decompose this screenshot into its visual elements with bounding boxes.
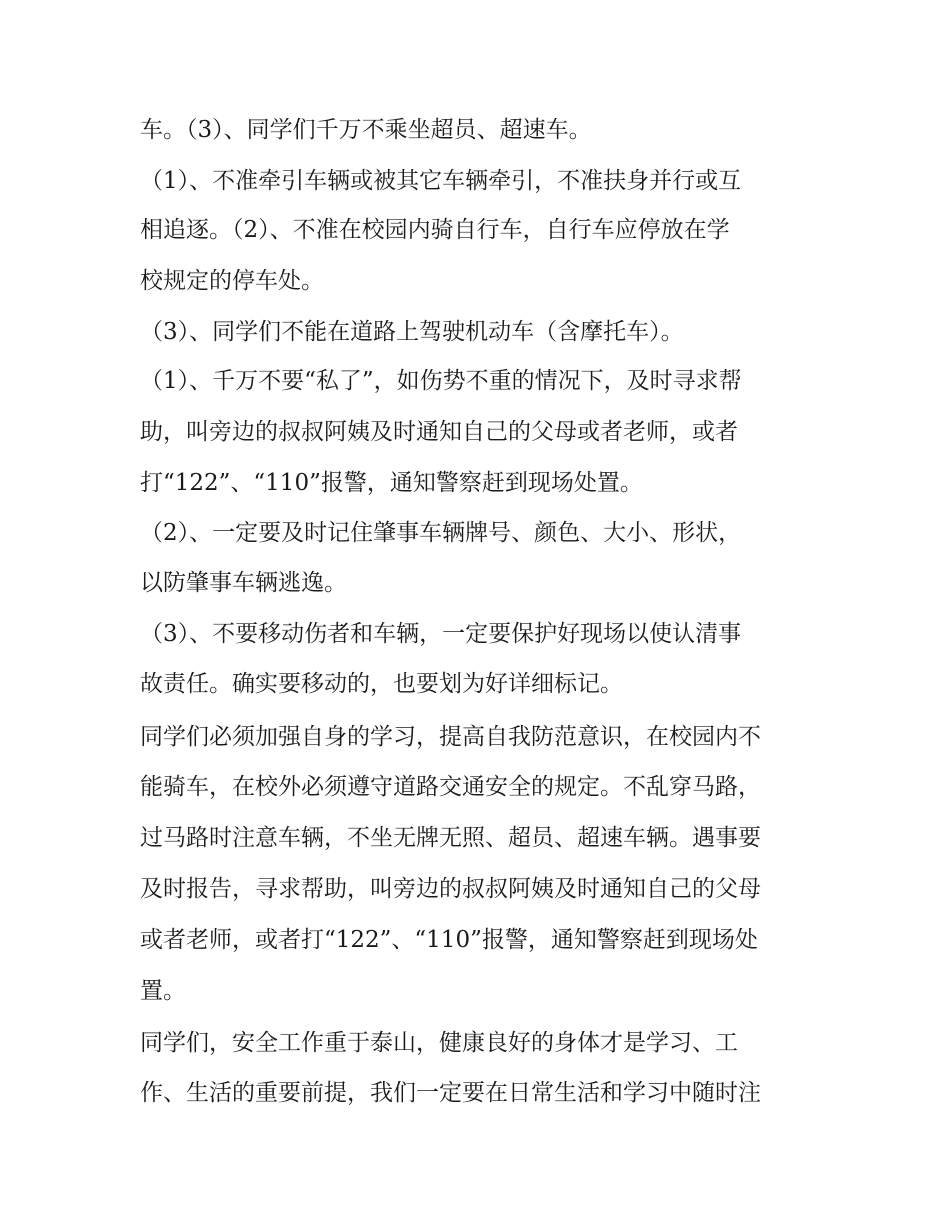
text-line: （2）、一定要及时记住肇事车辆牌号、颜色、大小、形状， [140,520,742,546]
text-line: （1）、不准牵引车辆或被其它车辆牵引，不准扶身并行或互 [140,168,742,194]
text-line: 故责任。确实要移动的，也要划为好详细标记。 [140,671,623,697]
text-line: 助，叫旁边的叔叔阿姨及时通知自己的父母或者老师，或者 [140,419,738,445]
text-line: 置。 [140,978,186,1004]
text-line: 过马路时注意车辆，不坐无牌无照、超员、超速车辆。遇事要 [140,825,761,851]
text-line: （3）、同学们不能在道路上驾驶机动车（含摩托车）。 [140,319,684,345]
text-line: 同学们，安全工作重于泰山，健康良好的身体才是学习、工 [140,1030,738,1056]
text-line: 以防肇事车辆逃逸。 [140,570,347,596]
text-line: 能骑车，在校外必须遵守道路交通安全的规定。不乱穿马路， [140,774,761,800]
text-line: 车。（3）、同学们千万不乘坐超员、超速车。 [140,117,592,143]
text-line: 打“122”、“110”报警，通知警察赶到现场处置。 [140,470,643,496]
text-line: （3）、不要移动伤者和车辆，一定要保护好现场以使认清事 [140,621,742,647]
text-line: 作、生活的重要前提，我们一定要在日常生活和学习中随时注 [140,1080,761,1106]
text-line: 相追逐。（2）、不准在校园内骑自行车，自行车应停放在学 [140,217,730,243]
text-line: 及时报告，寻求帮助，叫旁边的叔叔阿姨及时通知自己的父母 [140,876,761,902]
text-line: 或者老师，或者打“122”、“110”报警，通知警察赶到现场处 [140,927,758,953]
text-line: 同学们必须加强自身的学习，提高自我防范意识，在校园内不 [140,724,761,750]
text-line: （1）、千万不要“私了”，如伤势不重的情况下，及时寻求帮 [140,368,742,394]
text-line: 校规定的停车处。 [140,268,324,294]
